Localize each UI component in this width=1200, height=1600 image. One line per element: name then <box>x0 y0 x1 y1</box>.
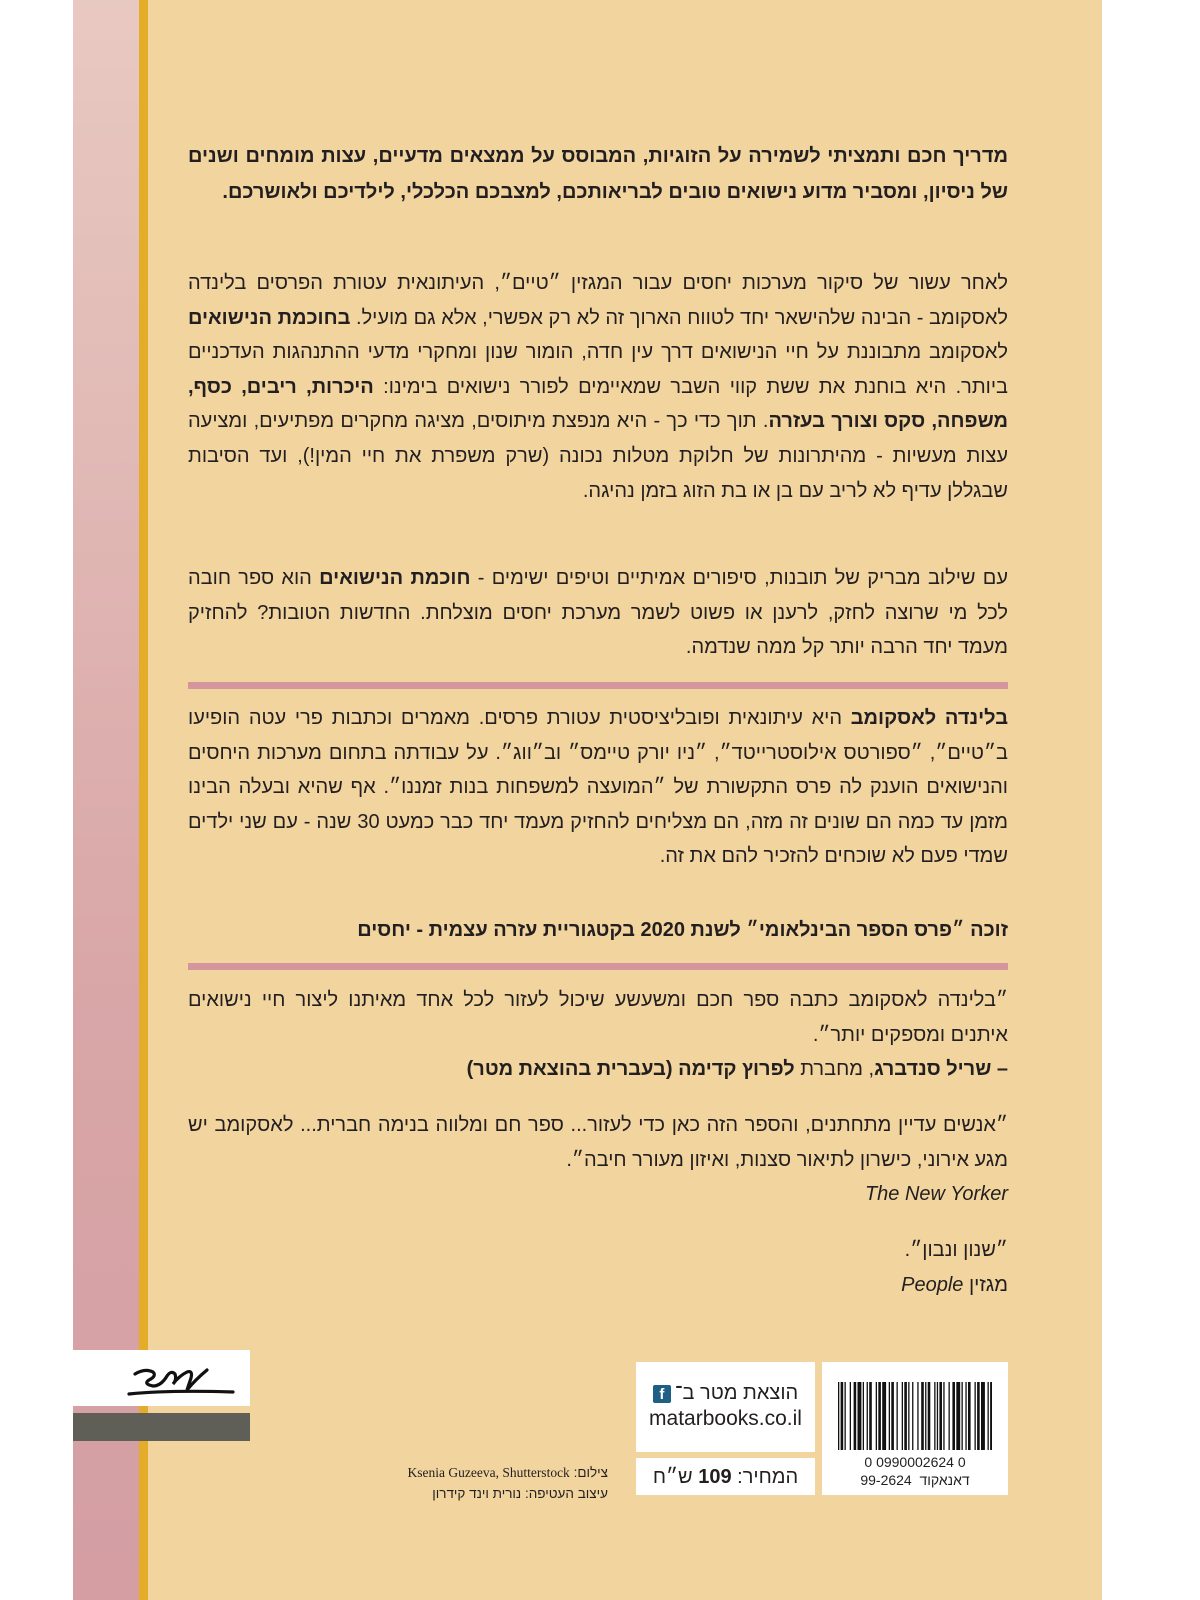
barcode-bar <box>988 1382 989 1450</box>
text: , מחברת <box>794 1058 875 1081</box>
barcode-bar <box>882 1382 886 1450</box>
quote-attribution <box>188 1052 1008 1087</box>
photo-credit <box>380 1462 608 1483</box>
source-name: People <box>901 1273 964 1296</box>
text: לאחר עשור של סיקור מערכות יחסים עבור המגזין ״טיים״, העיתונאית עטורת הפרסים בלינדה לאסקומב - הבינה שלהישאר יחד לטווח הארוך זה לא רק אפשרי, אלא גם מועיל. <box>188 272 1008 329</box>
facebook-icon[interactable]: f <box>653 1385 671 1403</box>
barcode-bar <box>876 1382 877 1450</box>
website-link[interactable]: matarbooks.co.il <box>649 1407 802 1430</box>
quote-source <box>188 1268 1008 1303</box>
facebook-line[interactable] <box>636 1382 815 1405</box>
credits <box>380 1462 608 1504</box>
bio-text: היא עיתונאית ופובליציסטית עטורת פרסים. מאמרים וכתבות פרי עטה הופיעו ב״טיים״, ״ספורטס אילוסטרייטד״, ״ניו יורק טיימס״ וב״ווג״. על עבודתה בתחום מערכות היחסים והנישואים הוענק לה פרס התקשורת של ״המועצה למשפחות בנות זמננו״. אף שהיא ובעלה הבינו מזמן עד כמה הם שונים זה מזה, הם מצליחים להחזיק מעמד יחד כבר כמעט 30 שנה - עם שני ילדים שמדי פעם לא שוכחים להזכיר להם את זה. <box>188 707 1008 868</box>
book-title: בחוכמת הנישואים <box>188 306 351 329</box>
text: הוא ספר חובה לכל מי שרוצה לחזק, לרענן או פשוט לשמר מערכת יחסים מוצלחת. החדשות הטובות? להחזיק מעמד יחד הרבה יותר קל ממה שנדמה. <box>188 567 1008 659</box>
quote-text: ״בלינדה לאסקומב כתבה ספר חכם ומשעשע שיכול לעזור לכל אחד מאיתנו ליצור חיי נישואים איתנים ומספקים יותר״. <box>188 989 1008 1046</box>
quote-new-yorker <box>188 1108 1008 1212</box>
danacode-label: דאנאקוד <box>919 1472 970 1488</box>
source-name: The New Yorker <box>864 1183 1008 1206</box>
barcode-bar <box>904 1382 907 1450</box>
barcode-bar <box>939 1382 942 1450</box>
barcode-bar <box>912 1382 913 1450</box>
facebook-label: הוצאת מטר ב־ <box>674 1382 799 1404</box>
barcode-bar <box>921 1382 924 1450</box>
barcode-bar <box>845 1382 846 1450</box>
text: . תוך כדי כך - היא מנפצת מיתוסים, מציגה מחקרים מפתיעים, ומציעה עצות מעשיות - מהיתרונות של חלוקת מטלות נכונה (שרק משפרת את חיי המין!), ועד הסיבות שבגללן עדיף לא לריב עם בן או בת הזוג בזמן נהיגה. <box>188 410 1008 502</box>
barcode-icon <box>838 1382 992 1450</box>
barcode-bar <box>943 1382 944 1450</box>
quote-text: ״שנון ונבון״. <box>904 1239 1008 1261</box>
barcode-bar <box>889 1382 890 1450</box>
attribution-name: שריל סנדברג <box>874 1058 992 1081</box>
barcode-bar <box>850 1382 851 1450</box>
label: עיצוב העטיפה: <box>521 1486 608 1501</box>
price-currency: ש״ח <box>652 1466 699 1488</box>
barcode-bar <box>965 1382 966 1450</box>
label: צילום: <box>569 1465 608 1480</box>
quote-source <box>188 1177 1008 1212</box>
barcode-box <box>822 1362 1008 1495</box>
barcode-bar <box>908 1382 909 1450</box>
publisher-web-box <box>636 1362 815 1452</box>
barcode-bar <box>981 1382 985 1450</box>
gray-bar <box>73 1413 250 1441</box>
value: נורית וינד קידרון <box>432 1486 522 1501</box>
award-line: זוכה ״פרס הספר הבינלאומי״ לשנת 2020 בקטגוריית עזרה עצמית - יחסים <box>357 919 1008 941</box>
attribution-publisher: מטר <box>473 1058 514 1081</box>
divider <box>188 963 1008 970</box>
quote-people <box>188 1233 1008 1302</box>
barcode-bar <box>854 1382 857 1450</box>
barcode-bar <box>990 1382 992 1450</box>
price-box <box>636 1458 815 1495</box>
author-name: בלינדה לאסקומב <box>850 707 1008 729</box>
barcode-bar <box>962 1382 963 1450</box>
text: (בעברית בהוצאת <box>513 1058 679 1081</box>
barcode-bar <box>977 1382 980 1450</box>
barcode-bar <box>949 1382 950 1450</box>
barcode-bar <box>937 1382 938 1450</box>
barcode-bar <box>975 1382 976 1450</box>
topics: היכרות, ריבים, כסף, משפחה, סקס וצורך בעזרה <box>188 375 1009 433</box>
intro-paragraph: מדריך חכם ותמציתי לשמירה על הזוגיות, המבוסס על ממצאים מדעיים, עצות מומחים ושנים של ניסיון, ומסביר מדוע נישואים טובים לבריאותכם, למצבכם הכלכלי, לילדיכם ולאושרכם. <box>188 145 1008 203</box>
price-label: המחיר: <box>731 1466 799 1488</box>
barcode-bar <box>841 1382 844 1450</box>
barcode-bar <box>917 1382 918 1450</box>
barcode-bar <box>968 1382 971 1450</box>
barcode-bar <box>928 1382 931 1450</box>
barcode-bar <box>858 1382 862 1450</box>
barcode-bar <box>891 1382 894 1450</box>
divider <box>188 682 1008 689</box>
text: מגזין <box>963 1273 1008 1296</box>
design-credit <box>380 1483 608 1504</box>
barcode-bar <box>902 1382 903 1450</box>
barcode-bar <box>897 1382 898 1450</box>
quote-sandberg <box>188 983 1008 1087</box>
publisher-logo <box>73 1350 250 1406</box>
barcode-bar <box>863 1382 864 1450</box>
danacode-value: 99-2624 <box>860 1472 912 1488</box>
dash: – <box>991 1058 1008 1081</box>
text: עם שילוב מבריק של תובנות, סיפורים אמיתיים וטיפים ישימים - <box>470 567 1009 589</box>
author-bio <box>188 701 1008 874</box>
barcode-bar <box>952 1382 955 1450</box>
summary-paragraph <box>188 561 1008 665</box>
danacode <box>822 1472 1008 1488</box>
barcode-bar <box>867 1382 868 1450</box>
quote-text: ״אנשים עדיין מתחתנים, והספר הזה כאן כדי לעזור... ספר חם ומלווה בנימה חברית... לאסקומב יש מגע אירוני, כישרון לתיאור סצנות, ואיזון מעורר חיבה״. <box>188 1114 1008 1171</box>
text: לאסקומב מתבוננת על חיי הנישואים דרך עין חדה, הומור שנון ומחקרי מדעי ההתנהגות העדכניים ביותר. היא בוחנת את ששת קווי השבר שמאיימים לפורר נישואים בימינו: <box>188 341 1008 398</box>
barcode-number: 0 0990002624 0 <box>864 1454 966 1470</box>
barcode-bar <box>869 1382 872 1450</box>
barcode-bar <box>956 1382 960 1450</box>
text: ) <box>466 1058 474 1081</box>
attribution-book: לפרוץ קדימה <box>678 1058 795 1081</box>
barcode-bar <box>934 1382 935 1450</box>
value: Ksenia Guzeeva, Shutterstock <box>407 1465 570 1480</box>
barcode-bar <box>838 1382 839 1450</box>
matar-logo-icon <box>73 1350 250 1406</box>
barcode-bar <box>878 1382 881 1450</box>
barcode-bar <box>925 1382 926 1450</box>
description-paragraph <box>188 266 1008 508</box>
book-title: חוכמת הנישואים <box>319 567 471 589</box>
price-value: 109 <box>698 1466 732 1488</box>
